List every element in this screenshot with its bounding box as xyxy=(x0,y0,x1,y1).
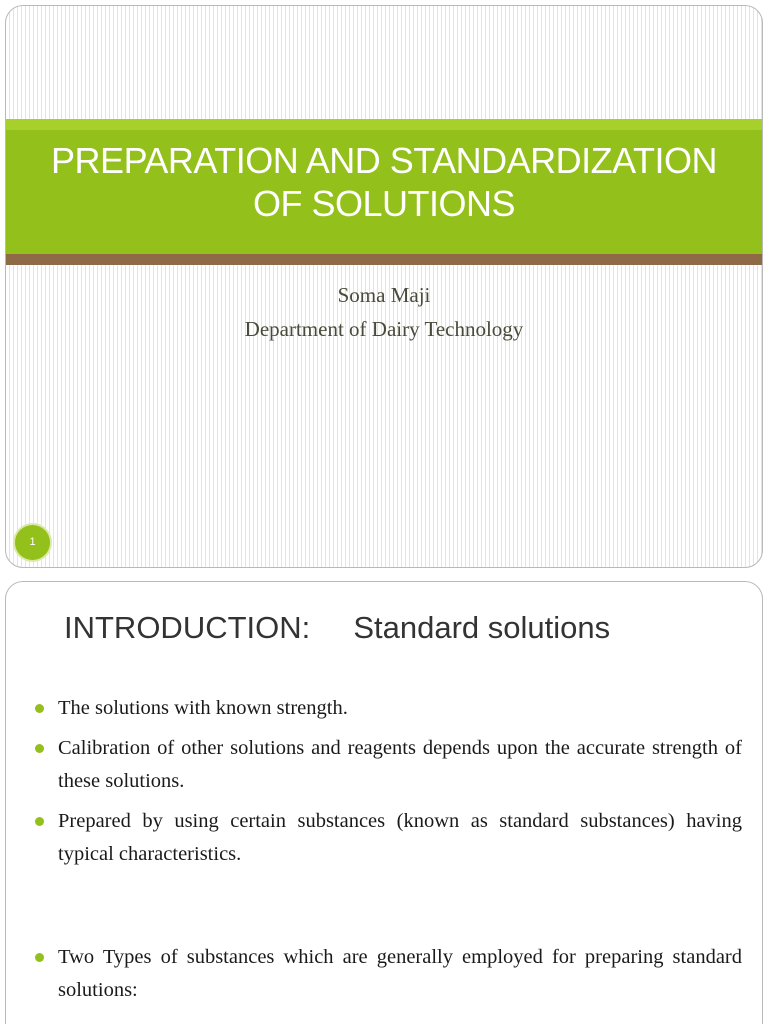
department-name: Department of Dairy Technology xyxy=(244,317,524,341)
list-item xyxy=(32,732,742,798)
slide-number-badge: 1 xyxy=(15,525,50,560)
slide-title xyxy=(6,139,762,225)
bullet-text: Two Types of substances which are generally employed for preparing standard solutions: xyxy=(58,946,742,1001)
green-dot-bullet-icon xyxy=(35,953,44,962)
green-dot-bullet-icon xyxy=(35,744,44,753)
green-dot-bullet-icon xyxy=(35,817,44,826)
introduction-heading: INTRODUCTION: Standard solutions xyxy=(64,610,611,645)
green-dot-bullet-icon xyxy=(35,704,44,713)
bullet-list xyxy=(32,692,742,1014)
introduction-slide xyxy=(5,581,763,1024)
title-slide xyxy=(5,5,763,568)
author-name: Soma Maji xyxy=(337,283,431,307)
list-item xyxy=(32,941,742,1007)
title-divider-bar xyxy=(6,254,762,265)
slide-title-line-2: OF SOLUTIONS xyxy=(252,183,516,224)
bullet-text: Prepared by using certain substances (known as standard substances) having typical characteristics. xyxy=(58,810,742,865)
list-item xyxy=(32,692,742,725)
list-item xyxy=(32,805,742,871)
bullet-text: Calibration of other solutions and reagents depends upon the accurate strength of these solutions. xyxy=(58,737,742,792)
title-band-highlight xyxy=(6,119,762,130)
slide-title-line-1: PREPARATION AND STANDARDIZATION xyxy=(51,140,717,181)
slide-subtitle xyxy=(6,278,762,346)
bullet-text: The solutions with known strength. xyxy=(58,697,348,719)
title-band xyxy=(6,119,762,254)
